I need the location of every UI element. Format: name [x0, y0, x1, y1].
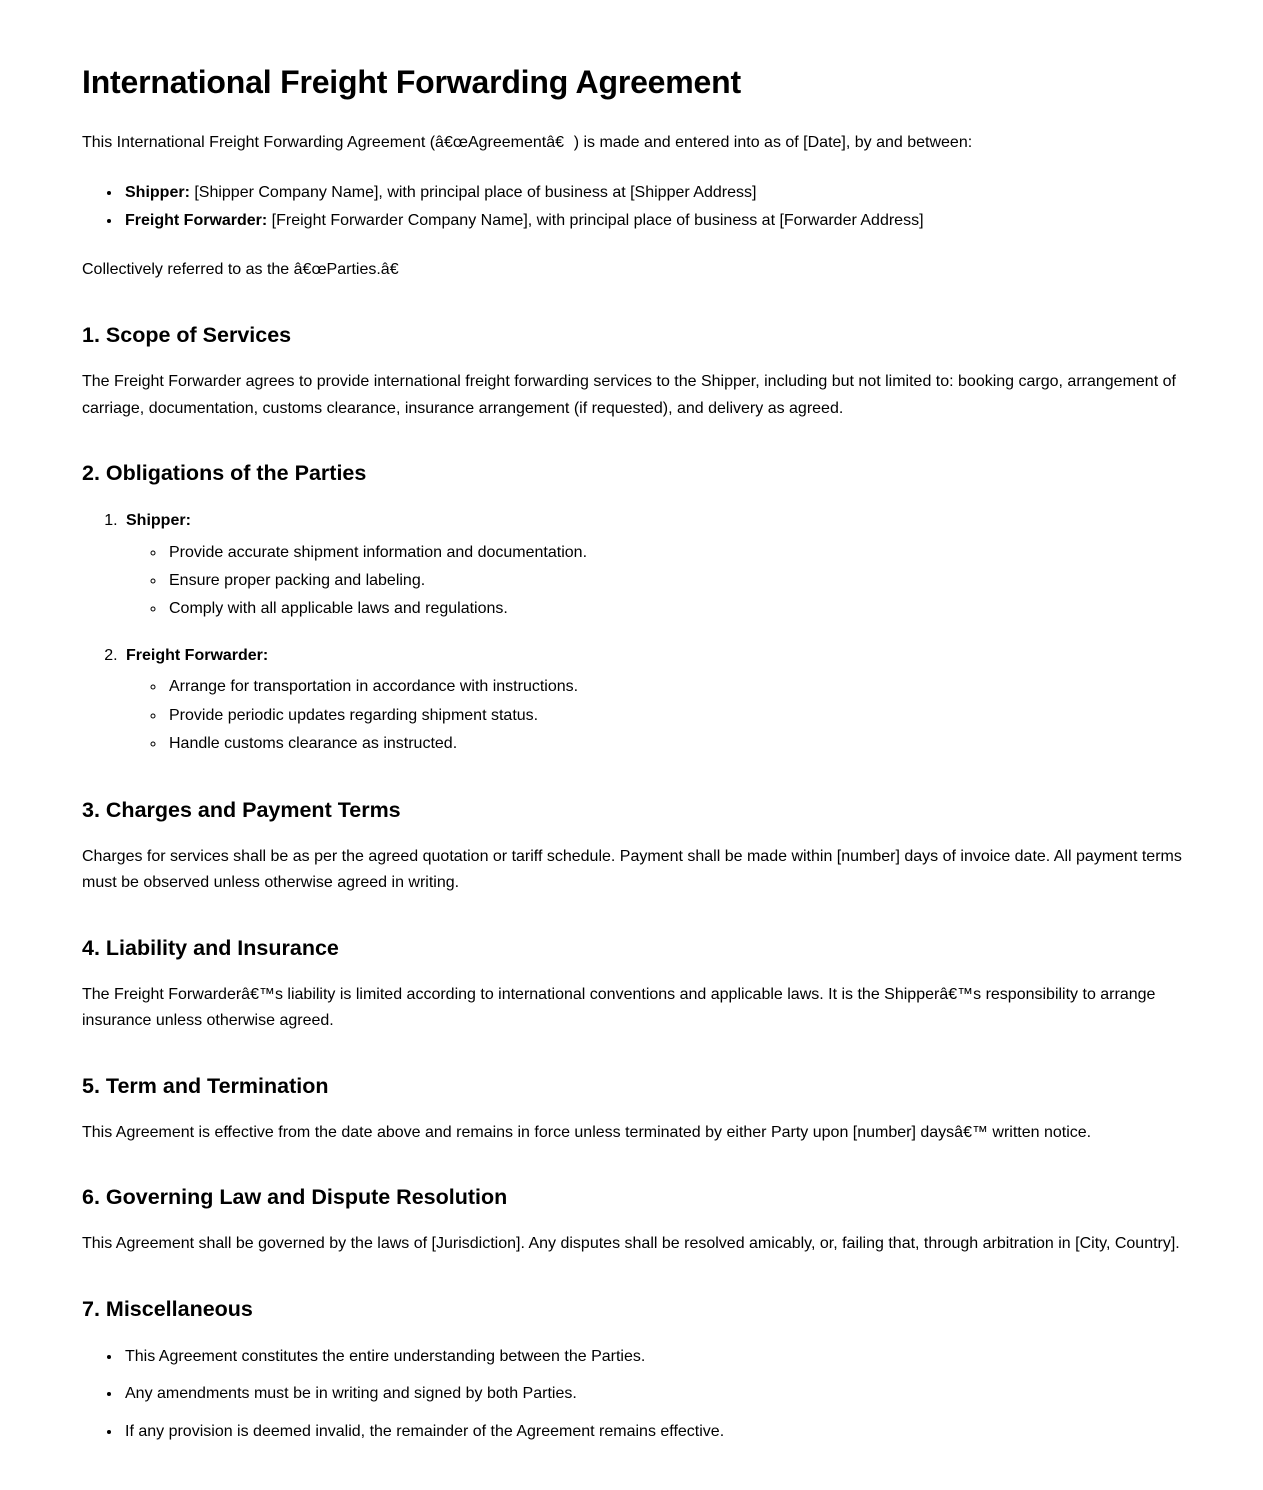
section-heading-governing-law-and-dispute-resolution: 6. Governing Law and Dispute Resolution — [82, 1185, 508, 1210]
list-item: ◦ Arrange for transportation in accordance with instructions. — [166, 673, 1182, 701]
section-heading-term-and-termination: 5. Term and Termination — [82, 1073, 329, 1098]
list-item-obligation-freight-forwarder — [122, 642, 1182, 759]
miscellaneous-list — [82, 1343, 1182, 1446]
obligations-list — [82, 507, 1182, 759]
page-title: International Freight Forwarding Agreement — [82, 64, 741, 100]
party-text-shipper: [Shipper Company Name], with principal place of business at [Shipper Address] — [189, 183, 757, 201]
list-item: • This Agreement constitutes the entire understanding between the Parties. — [122, 1343, 1182, 1371]
section-body-liability-and-insurance: The Freight Forwarderâ€™s liability is limited according to international conventions and applicable laws. It is the Shipperâ€™s responsibility to arrange insurance unless otherwise agreed. — [82, 985, 1156, 1030]
list-item: • If any provision is deemed invalid, the remainder of the Agreement remains effective. — [122, 1418, 1182, 1446]
party-text-freight-forwarder: [Freight Forwarder Company Name], with principal place of business at [Forwarder Address] — [267, 212, 924, 230]
sub-list-freight-forwarder-duties — [126, 673, 1182, 758]
parties-list — [82, 179, 1182, 236]
list-item: ◦ Comply with all applicable laws and regulations. — [166, 595, 1182, 623]
party-label-freight-forwarder: Freight Forwarder: — [125, 212, 268, 230]
section-heading-charges-and-payment-terms: 3. Charges and Payment Terms — [82, 797, 401, 822]
section-heading-liability-and-insurance: 4. Liability and Insurance — [82, 935, 339, 960]
collective-parties-line: Collectively referred to as the â€œParties.â€ — [82, 261, 409, 279]
list-item: ◦ Provide periodic updates regarding shipment status. — [166, 702, 1182, 730]
section-heading-miscellaneous: 7. Miscellaneous — [82, 1296, 253, 1321]
list-item: ◦ Handle customs clearance as instructed. — [166, 730, 1182, 758]
list-item: • Any amendments must be in writing and signed by both Parties. — [122, 1380, 1182, 1408]
list-item: ◦ Ensure proper packing and labeling. — [166, 567, 1182, 595]
section-heading-obligations-of-the-parties: 2. Obligations of the Parties — [82, 461, 367, 486]
obligation-label-shipper: Shipper: — [126, 512, 191, 529]
section-body-scope-of-services: The Freight Forwarder agrees to provide international freight forwarding services to the Shipper, including but not limited to: booking cargo, arrangement of carriage, documentation, customs clearance, insurance arrangement (if requested), and delivery as agreed. — [82, 372, 1176, 417]
section-body-term-and-termination: This Agreement is effective from the date above and remains in force unless terminated by either Party upon [number] daysâ€™ written notice. — [82, 1123, 1092, 1141]
list-item-shipper — [122, 179, 1182, 207]
list-item-obligation-shipper — [122, 507, 1182, 624]
section-heading-scope-of-services: 1. Scope of Services — [82, 323, 292, 348]
section-body-governing-law-and-dispute-resolution: This Agreement shall be governed by the laws of [Jurisdiction]. Any disputes shall be resolved amicably, or, failing that, through arbitration in [City, Country]. — [82, 1235, 1180, 1253]
section-body-charges-and-payment-terms: Charges for services shall be as per the agreed quotation or tariff schedule. Payment shall be made within [number] days of invoice date. All payment terms must be observed unless otherwise agreed in writing. — [82, 847, 1182, 892]
list-item-freight-forwarder — [122, 207, 1182, 235]
party-label-shipper: Shipper: — [125, 183, 190, 201]
obligation-label-freight-forwarder: Freight Forwarder: — [126, 646, 269, 664]
list-item: ◦ Provide accurate shipment information and documentation. — [166, 539, 1182, 567]
intro-paragraph: This International Freight Forwarding Agreement (â€œAgreementâ€) is made and entered into as of [Date], by and between: — [82, 134, 973, 151]
sub-list-shipper-duties — [126, 539, 1182, 624]
